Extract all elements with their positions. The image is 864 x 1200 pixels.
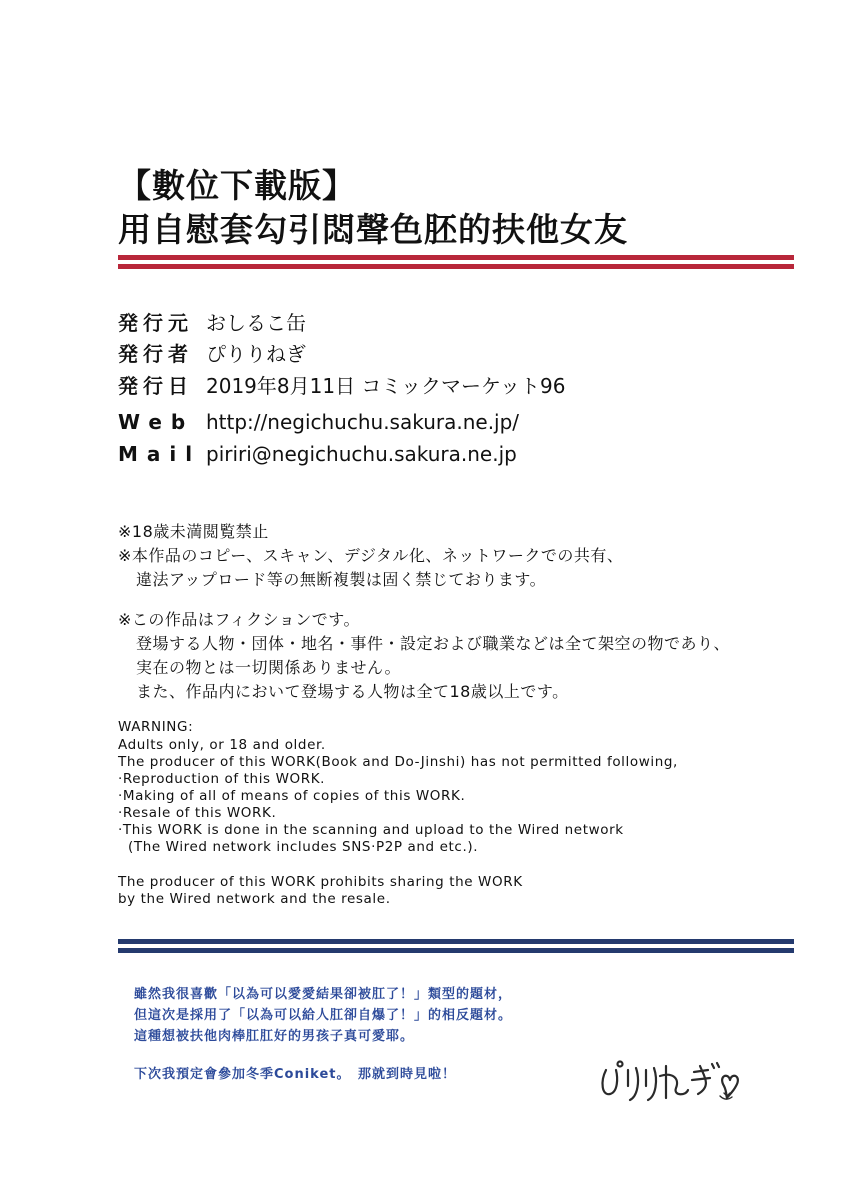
warning-line: Adults only, or 18 and older. — [118, 737, 326, 753]
warning-line: The producer of this WORK(Book and Do-Jinshi) has not permitted following, — [118, 754, 678, 770]
warning-line: ·Reproduction of this WORK. — [118, 771, 326, 787]
title-line-1: 【數位下載版】 — [118, 166, 356, 205]
info-label-date: 発行日 — [118, 374, 193, 398]
warning-line: (The Wired network includes SNS·P2P and etc.). — [128, 839, 479, 855]
info-value-web: http://negichuchu.sakura.ne.jp/ — [206, 410, 520, 434]
warning-heading: WARNING: — [118, 719, 194, 735]
translator-note-line: 這種想被扶他肉棒肛肛好的男孩子真可愛耶。 — [134, 1029, 415, 1044]
jp-notice-fiction: ※この作品はフィクションです。 — [118, 610, 361, 629]
warning-line: ·Making of all of means of copies of this WORK. — [118, 788, 466, 804]
title-line-2: 用自慰套勾引悶聲色胚的扶他女友 — [118, 210, 628, 249]
info-label-web: Web — [118, 410, 195, 434]
divider-navy-top — [118, 939, 794, 944]
divider-red-bottom — [118, 264, 794, 269]
warning-line: ·Resale of this WORK. — [118, 805, 277, 821]
jp-notice-fiction-line-3: 実在の物とは一切関係ありません。 — [136, 658, 401, 677]
divider-red-top — [118, 255, 794, 260]
info-value-publisher: おしるこ缶 — [206, 311, 306, 335]
info-value-author: ぴりりねぎ — [206, 342, 306, 366]
warning-line: by the Wired network and the resale. — [118, 891, 391, 907]
info-label-author: 発行者 — [118, 342, 193, 366]
info-label-mail: Mail — [118, 442, 202, 466]
jp-notice-fiction-line-2: 登場する人物・団体・地名・事件・設定および職業などは全て架空の物であり、 — [136, 634, 731, 653]
warning-line: The producer of this WORK prohibits sharing the WORK — [118, 874, 523, 890]
info-label-publisher: 発行元 — [118, 311, 193, 335]
jp-notice-copy: ※本作品のコピー、スキャン、デジタル化、ネットワークでの共有、 — [118, 546, 624, 565]
signature-image — [596, 1052, 746, 1112]
translator-note-line: 但這次是採用了「以為可以給人肛卻自爆了！」的相反題材。 — [134, 1008, 513, 1023]
warning-line: ·This WORK is done in the scanning and upload to the Wired network — [118, 822, 624, 838]
info-value-date: 2019年8月11日 コミックマーケット96 — [206, 374, 566, 398]
translator-note-line: 雖然我很喜歡「以為可以愛愛結果卻被肛了！」類型的題材， — [134, 987, 513, 1002]
jp-notice-age: ※18歳未満閲覧禁止 — [118, 522, 269, 541]
info-value-mail: piriri@negichuchu.sakura.ne.jp — [206, 442, 517, 466]
divider-navy-bottom — [118, 948, 794, 953]
jp-notice-copy-cont: 違法アップロード等の無断複製は固く禁じております。 — [136, 570, 547, 589]
jp-notice-fiction-line-4: また、作品内において登場する人物は全て18歳以上です。 — [136, 682, 569, 701]
translator-note-line: 下次我預定會參加冬季Coniket。 那就到時見啦！ — [134, 1067, 457, 1082]
